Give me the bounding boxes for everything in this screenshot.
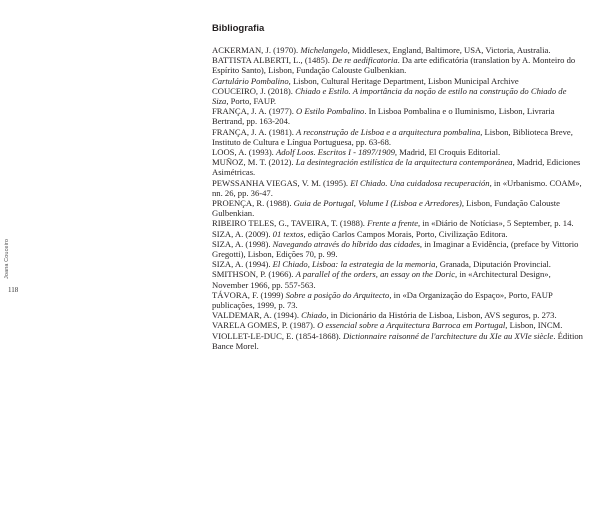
entry-title: Adolf Loos. Escritos I - 1897/1909 [275,147,395,158]
entry-author: COUCEIRO, J. (2018). [212,85,296,96]
bibliography-entry [212,157,584,177]
entry-author: MUÑOZ, M. T. (2012). [212,157,296,168]
bibliography-list [212,45,584,351]
entry-details: , Lisbon, Biblioteca Breve, Instituto de Cultura e Língua Portuguesa, pp. 63-68. [212,126,573,147]
section-heading: Bibliografia [212,23,265,34]
entry-title: Michelangelo [300,45,348,55]
bibliography-entry [212,147,584,157]
bibliography-entry [212,45,584,55]
entry-author: SMITHSON, P. (1966). [212,269,296,280]
page-number: 118 [8,286,19,294]
entry-title: Frente a frente [367,218,419,229]
bibliography-entry [212,198,584,218]
entry-title: Dictionnaire raisonné de l'architecture du XIe au XVIe siècle [342,330,554,341]
bibliography-entry [212,86,584,106]
entry-details: , in Dicionário da História de Lisboa, Lisbon, AVS seguros, p. 273. [326,310,557,321]
bibliography-entry [212,127,584,147]
entry-details: , Granada, Diputación Provincial. [435,259,551,270]
entry-author: VALDEMAR, A. (1994). [212,310,302,321]
bibliography-entry [212,55,584,75]
entry-title: El Chiado, Lisboa: la estrategia de la memoria [272,259,436,270]
entry-title: Navegando através do híbrido das cidades [272,238,420,249]
bibliography-entry [212,320,584,330]
entry-details: , Madrid, Ediciones Asimétricas. [212,157,581,178]
entry-author: PROENÇA, R. (1988). [212,198,294,209]
entry-author: TÁVORA, F. (1999) [212,289,286,300]
entry-title: Chiado e Estilo. A importância da noção de estilo na construção do Chiado de Siza [212,85,567,107]
entry-details: , Lisbon, INCM. [505,320,563,331]
entry-author: VIOLLET-LE-DUC, E. (1854-1868). [212,330,343,341]
entry-title: O essencial sobre a Arquitectura Barroca em Portugal [317,320,506,331]
entry-details: . Da arte edificatória (translation by A. Monteiro do Espírito Santo), Lisbon, Fundação Calouste Gulbenkian. [212,55,576,76]
entry-title: Cartulário Pombalino [212,75,289,86]
entry-details: , Middlesex, England, Baltimore, USA, Victoria, Australia. [347,45,551,55]
bibliography-entry [212,178,584,198]
entry-author: BATTISTA ALBERTI, L., (1485). [212,55,333,66]
bibliography-entry [212,269,584,289]
entry-author: FRANÇA, J. A. (1977). [212,106,297,117]
bibliography-entry [212,239,584,259]
bibliography-entry [212,331,584,351]
entry-details: , edição Carlos Campos Morais, Porto, Civilização Editora. [303,228,508,239]
author-side-label: Joana Couceiro [4,239,10,279]
bibliography-entry [212,290,584,310]
entry-title: A parallel of the orders, an essay on the Doric [295,269,456,280]
entry-author: ACKERMAN, J. (1970). [212,45,301,55]
entry-title: O Estilo Pombalino [296,106,365,117]
entry-details: , in «Diário de Notícias», 5 September, p. 14. [418,218,574,229]
entry-author: RIBEIRO TELES, G., TAVEIRA, T. (1988). [212,218,368,229]
entry-author: SIZA, A. (1994). [212,259,273,270]
entry-details: . Édition Bance Morel. [212,330,583,351]
bibliography-entry [212,76,584,86]
bibliography-entry [212,310,584,320]
entry-title: La desintegración estilística de la arquitectura contemporánea [295,157,513,168]
entry-details: , in «Urbanismo. COAM», nn. 26, pp. 36-47. [212,177,582,198]
entry-details: , in «Da Organização do Espaço», Porto, FAUP publicações, 1999, p. 73. [212,289,553,311]
bibliography-entry [212,229,584,239]
entry-details: , Lisbon, Cultural Heritage Department, Lisbon Municipal Archive [288,75,519,86]
entry-author: SIZA, A. (2009). [212,228,273,239]
bibliography-entry [212,259,584,269]
entry-details: , Madrid, El Croquis Editorial. [394,147,501,158]
entry-details: , in «Architectural Design», November 1966, pp. 557-563. [212,269,551,290]
entry-title: A reconstrução de Lisboa e a arquitectura pombalina [296,126,481,137]
entry-details: , Lisbon, Fundação Calouste Gulbenkian. [212,198,560,219]
entry-title: Sobre a posição do Arquitecto [285,289,390,300]
entry-author: PEWSSANHA VIEGAS, V. M. (1995). [212,177,351,188]
entry-author: LOOS, A. (1993). [212,147,276,158]
entry-author: FRANÇA, J. A. (1981). [212,126,297,137]
entry-title: 01 textos [272,228,304,239]
entry-title: Guia de Portugal, Volume I (Lisboa e Arredores) [293,198,462,209]
entry-title: De re aedificatoria [332,55,398,66]
entry-details: , in Imaginar a Evidência, (preface by Vittorio Gregotti), Lisbon, Edições 70, p. 99. [212,238,579,260]
entry-details: . In Lisboa Pombalina e o Iluminismo, Lisbon, Livraria Bertrand, pp. 163-204. [212,106,555,127]
entry-title: Chiado [301,310,327,321]
bibliography-entry [212,218,584,228]
entry-author: SIZA, A. (1998). [212,238,273,249]
bibliography-entry [212,106,584,126]
entry-title: El Chiado. Una cuidadosa recuperación [350,177,490,188]
entry-details: , Porto, FAUP. [226,96,277,107]
entry-author: VARELA GOMES, P. (1987). [212,320,318,331]
